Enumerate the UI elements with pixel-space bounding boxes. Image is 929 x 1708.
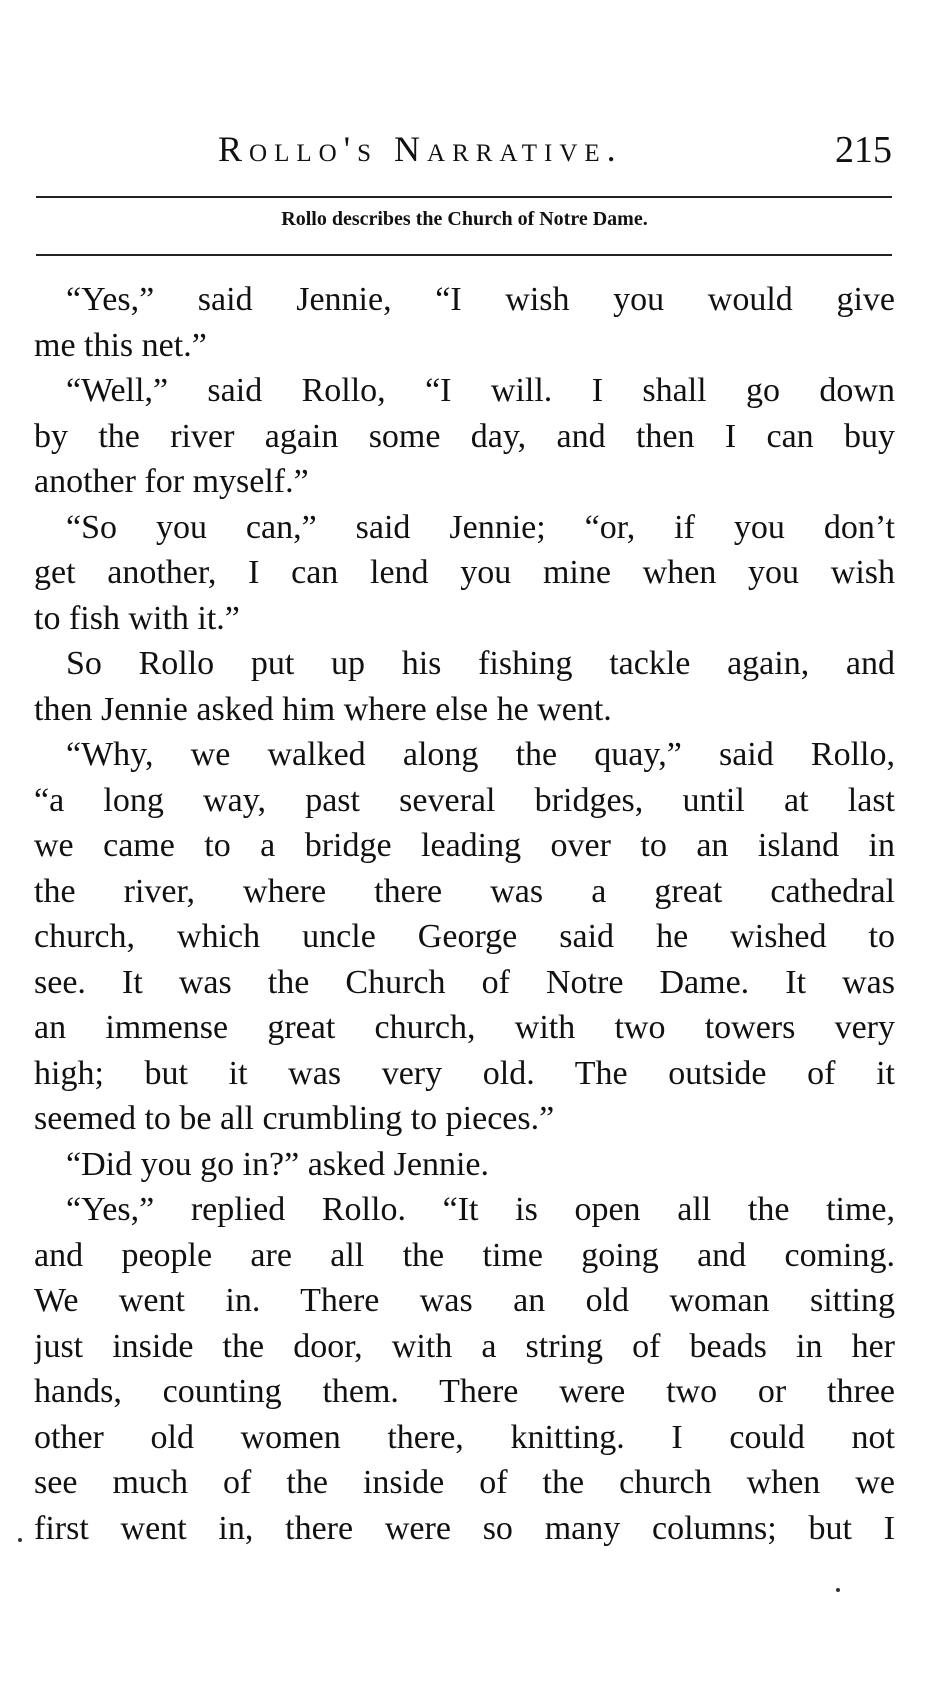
text-line: then Jennie asked him where else he went. bbox=[34, 690, 612, 728]
text-line: “Why, we walked along the quay,” said Rollo, bbox=[66, 736, 895, 773]
running-head bbox=[0, 128, 929, 178]
page-subheading: Rollo describes the Church of Notre Dame. bbox=[281, 208, 648, 230]
text-line: the river, where there was a great cathedral bbox=[34, 872, 895, 910]
text-line: “Well,” said Rollo, “I will. I shall go down bbox=[66, 372, 895, 409]
text-line: by the river again some day, and then I can buy bbox=[34, 417, 895, 455]
text-line: an immense great church, with two towers very bbox=[34, 1009, 895, 1046]
text-line: see much of the inside of the church when we bbox=[34, 1464, 895, 1501]
text-line: just inside the door, with a string of beads in her bbox=[34, 1327, 895, 1365]
text-line: We went in. There was an old woman sitting bbox=[34, 1282, 895, 1319]
text-line: So Rollo put up his fishing tackle again, and bbox=[66, 645, 895, 682]
text-line: another for myself.” bbox=[34, 463, 309, 500]
text-line: church, which uncle George said he wished to bbox=[34, 918, 895, 955]
text-line: first went in, there were so many columns; but I bbox=[34, 1509, 895, 1547]
text-line: seemed to be all crumbling to pieces.” bbox=[34, 1100, 555, 1137]
margin-speck bbox=[836, 1588, 840, 1592]
text-line: “Yes,” said Jennie, “I wish you would give bbox=[66, 281, 895, 318]
text-line: “So you can,” said Jennie; “or, if you don’t bbox=[66, 508, 895, 546]
text-line: high; but it was very old. The outside of it bbox=[34, 1054, 895, 1092]
text-line: other old women there, knitting. I could not bbox=[34, 1418, 895, 1456]
header-rule-bottom bbox=[36, 254, 892, 256]
header-rule-top bbox=[36, 196, 892, 198]
text-line: “a long way, past several bridges, until at last bbox=[34, 781, 895, 819]
text-line: and people are all the time going and coming. bbox=[34, 1236, 895, 1274]
running-title: Rollo's Narrative. bbox=[218, 129, 623, 169]
text-line: “Did you go in?” asked Jennie. bbox=[66, 1145, 489, 1183]
text-line: to fish with it.” bbox=[34, 599, 240, 637]
body-text bbox=[34, 277, 895, 1551]
text-line: me this net.” bbox=[34, 326, 207, 364]
text-line: hands, counting them. There were two or three bbox=[34, 1373, 895, 1410]
text-line: we came to a bridge leading over to an island in bbox=[34, 827, 895, 864]
text-line: “Yes,” replied Rollo. “It is open all the time, bbox=[66, 1191, 895, 1228]
text-line: see. It was the Church of Notre Dame. It was bbox=[34, 963, 895, 1001]
margin-speck bbox=[18, 1538, 22, 1542]
page-number: 215 bbox=[835, 129, 892, 171]
text-line: get another, I can lend you mine when you wish bbox=[34, 554, 895, 591]
